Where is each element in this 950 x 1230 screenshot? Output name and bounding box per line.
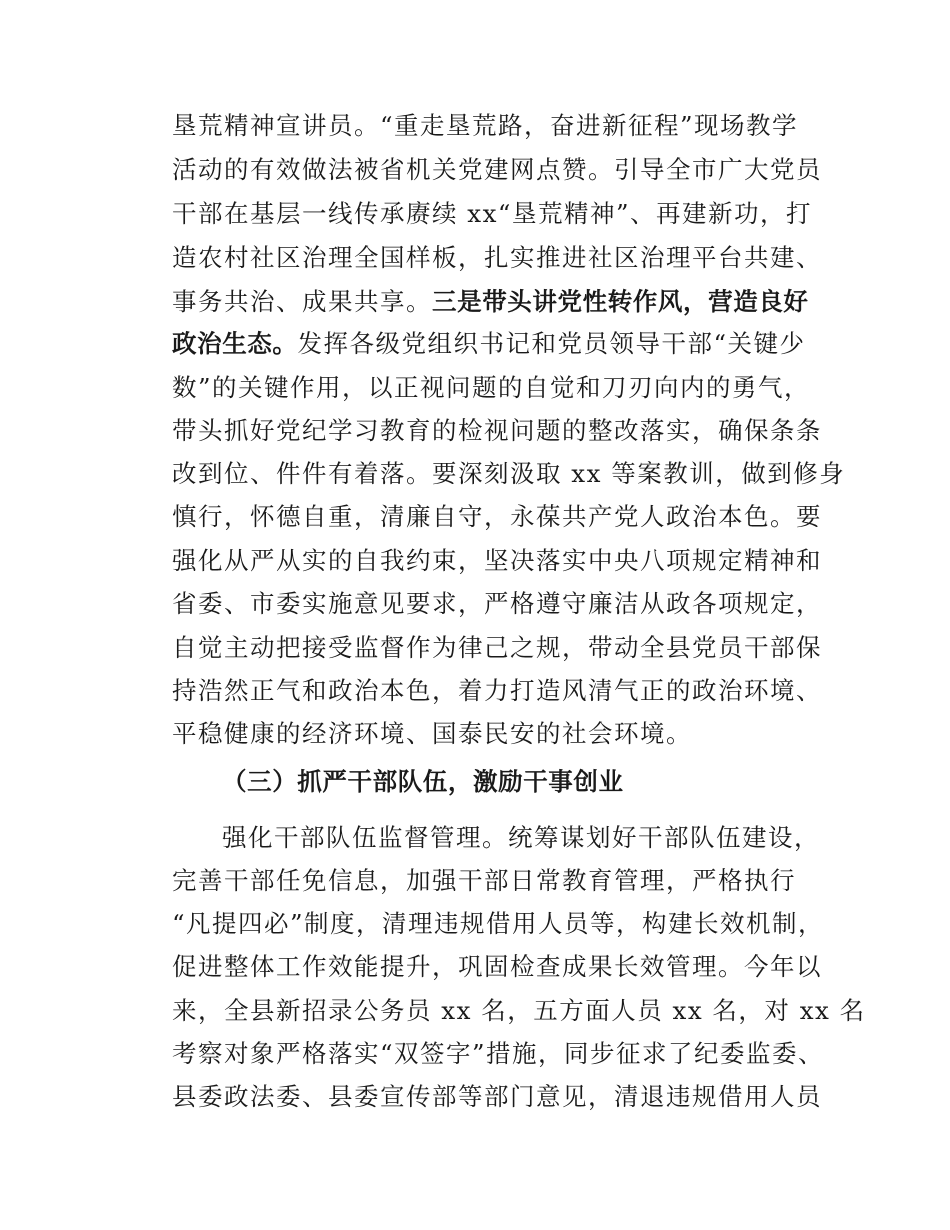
paragraph2-line-4: 促进整体工作效能提升，巩固检查成果长效管理。今年以: [172, 952, 822, 981]
text-run: 强化从严从实的自我约束，坚决落实中央八项规定精神和: [172, 546, 822, 575]
paragraph1-line-4: [172, 240, 822, 276]
text-run: 改到位、件件有着落。要深刻汲取 xx 等案教训，做到修身: [172, 459, 846, 488]
text-run: 事务共治、成果共享。: [172, 287, 432, 316]
paragraph2-line-7: 县委政法委、县委宣传部等部门意见，清退违规借用人员: [172, 1082, 822, 1111]
paragraph1-line-14: [172, 673, 822, 709]
text-run: 自觉主动把接受监督作为律己之规，带动全县党员干部保: [172, 633, 822, 662]
text-run: 数”的关键作用，以正视问题的自觉和刀刃向内的勇气，: [172, 373, 811, 402]
paragraph1-line-7: [172, 370, 810, 406]
paragraph1-line-6: [172, 326, 806, 362]
paragraph1-line-5: [172, 284, 809, 320]
emphasis-text: 政治生态。: [172, 329, 298, 358]
paragraph1-line-10: [172, 499, 822, 535]
text-run: 带头抓好党纪学习教育的检视问题的整改落实，确保条条: [172, 416, 822, 445]
text-run: 平稳健康的经济环境、国泰民安的社会环境。: [172, 719, 692, 748]
paragraph2-line-5: 来，全县新招录公务员 xx 名，五方面人员 xx 名，对 xx 名: [172, 996, 866, 1025]
paragraph2-line-1: 强化干部队伍监督管理。统筹谋划好干部队伍建设，: [222, 823, 820, 852]
paragraph1-line-1: [172, 108, 798, 144]
text-run: 慎行，怀德自重，清廉自守，永葆共产党人政治本色。要: [172, 502, 822, 531]
emphasis-text: 三是带头讲党性转作风，营造良好: [432, 287, 809, 316]
paragraph1-line-2: [172, 152, 822, 188]
paragraph1-line-13: [172, 630, 822, 666]
paragraph2-line-2: 完善干部任免信息，加强干部日常教育管理，严格执行: [172, 866, 796, 895]
text-run: 持浩然正气和政治本色，着力打造风清气正的政治环境、: [172, 676, 822, 705]
text-run: 省委、市委实施意见要求，严格遵守廉洁从政各项规定，: [172, 589, 822, 618]
text-run: 活动的有效做法被省机关党建网点赞。引导全市广大党员: [172, 155, 822, 184]
paragraph1-line-3: [172, 196, 812, 232]
paragraph1-line-12: [172, 586, 822, 622]
paragraph1-line-15: [172, 716, 692, 752]
paragraph1-line-8: [172, 413, 822, 449]
paragraph1-line-9: [172, 456, 845, 492]
section-heading: （三）抓严干部队伍，激励干事创业: [222, 767, 624, 796]
text-run: 造农村社区治理全国样板，扎实推进社区治理平台共建、: [172, 243, 822, 272]
paragraph2-line-3: “凡提四必”制度，清理违规借用人员等，构建长效机制，: [172, 909, 825, 938]
paragraph2-line-6: 考察对象严格落实“双签字”措施，同步征求了纪委监委、: [172, 1039, 825, 1068]
text-run: 干部在基层一线传承赓续 xx“垦荒精神”、再建新功，打: [172, 199, 812, 228]
paragraph1-line-11: [172, 543, 822, 579]
text-run: 垦荒精神宣讲员。“重走垦荒路，奋进新征程”现场教学: [172, 111, 799, 140]
text-run: 发挥各级党组织书记和党员领导干部“关键少: [297, 329, 806, 358]
